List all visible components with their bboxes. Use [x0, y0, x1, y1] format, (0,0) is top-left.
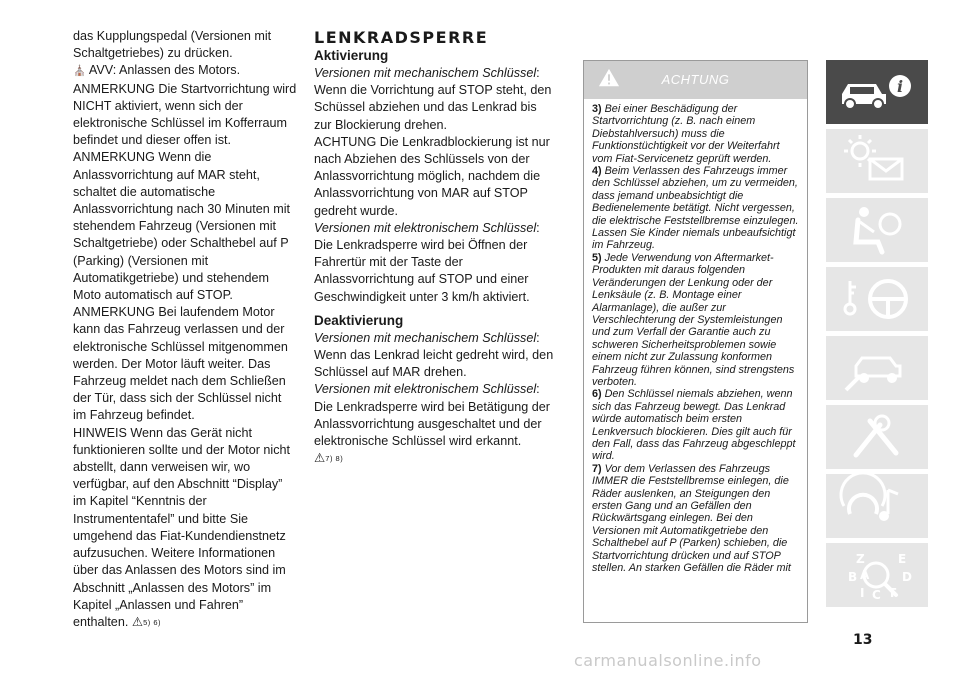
activation-heading: Aktivierung	[314, 48, 389, 63]
index-letter: D	[902, 570, 912, 584]
warning-item	[592, 388, 801, 462]
left-column	[73, 28, 298, 631]
warning-item-text: Den Schlüssel niemals abziehen, wenn sich das Fahrzeug bewegt. Das Lenkrad würde automatisch beim ersten Lenkversuch blockieren. Dies gilt auch für den Fall, dass das Fahrzeug abgeschleppt wird.	[592, 388, 796, 463]
car-info-icon	[826, 60, 928, 124]
index-letter: E	[898, 552, 907, 566]
key-steering-icon	[826, 267, 928, 331]
activation-mechanical: Versionen mit mechanischem Schlüssel: Wenn die Vorrichtung auf STOP steht, den Schüssel abziehen und das Lenkrad bis zur Blockierung drehen.	[314, 66, 552, 132]
index-letter: T	[888, 586, 897, 600]
svg-text:i: i	[896, 77, 904, 96]
multimedia-icon	[826, 474, 928, 538]
index-letter: A	[860, 568, 870, 582]
paragraph-note-mar: ANMERKUNG Wenn die Anlassvorrichtung auf MAR steht, schaltet die automatische Anlassvorrichtung nach 30 Minuten mit stehendem Fahrzeug (Versionen mit Schaltgetriebe) oder Schalthebel auf P (Parking) (Versionen mit Automatikgetriebe) und stehendem Moto automatisch auf STOP.	[73, 150, 291, 303]
index-letter: B	[848, 570, 858, 584]
deactivation-electronic: Versionen mit elektronischem Schlüssel: Die Lenkradsperre wird bei Betätigung der Anlassvorrichtung ausgeschaltet und der elektronische Schlüssel wird erkannt.	[314, 382, 550, 449]
tab-warning-lights[interactable]	[826, 129, 928, 193]
paragraph-hinweis: HINWEIS Wenn das Gerät nicht funktionieren sollte und der Motor nicht abstellt, dann verweisen wir, wo verfügbar, auf den Abschnitt “Display” im Kapitel “Kenntnis der Instrumententafel” und bitte Sie umgehend das Fiat-Kundendienstnetz aufzusuchen. Weitere Informationen über das Anlassen des Motors sind im Abschnitt „Anlassen des Motors” im Kapitel „Anlassen und Fahren” enthalten. ⚠5) 6)	[73, 425, 291, 629]
warning-item	[592, 103, 801, 165]
paragraph-note-engine-running: ANMERKUNG Bei laufendem Motor kann das Fahrzeug verlassen und der elektronische Schlüssel mitgenommen werden. Der Motor läuft weiter. Das Fahrzeug meldet nach dem Schließen der Tür, dass sich der Schlüssel nicht im Fahrzeug befindet.	[73, 305, 288, 423]
warning-title: ACHTUNG	[661, 72, 730, 87]
warning-item-number: 4)	[592, 165, 602, 178]
tools-icon	[826, 405, 928, 469]
tab-maintenance[interactable]	[826, 405, 928, 469]
footnote-refs: 5) 6)	[143, 617, 162, 627]
tab-index[interactable]	[826, 543, 928, 607]
warning-item	[592, 252, 801, 388]
page-number: 13	[853, 632, 873, 648]
warning-item	[592, 165, 801, 252]
warning-item-text: Jede Verwendung von Aftermarket-Produkten mit daraus folgenden Veränderungen der Lenkung oder der Lenksäule (z. B. Montage einer Alarmanlage), die außer zur Verschlechterung der Systemleistungen und zum Verfall der Garantie auch zu schweren Sicherheitsproblemen sowie einem nicht zur Zulassung konformen Fahrzeug führen können, sind strengstens verboten.	[592, 251, 795, 388]
warning-item-number: 7)	[592, 462, 602, 475]
chapter-tabs	[826, 60, 928, 612]
car-start-icon: ⛪	[73, 65, 87, 78]
index-letter: C	[872, 588, 881, 602]
airbag-seat-icon	[826, 198, 928, 262]
warning-header	[584, 61, 807, 99]
tab-multimedia[interactable]	[826, 474, 928, 538]
tab-safety[interactable]	[826, 198, 928, 262]
middle-footnotes: ⚠7) 8)	[314, 451, 344, 466]
index-letter: I	[860, 586, 865, 600]
warning-item-number: 6)	[592, 388, 602, 401]
index-letter: Z	[856, 552, 865, 566]
warning-item-text: Bei einer Beschädigung der Startvorrichtung (z. B. nach einem Diebstahlversuch) muss die Funktionstüchtigkeit vor der Weiterfahrt vom Fiat-Servicenetz geprüft werden.	[592, 103, 780, 165]
deactivation-mechanical: Versionen mit mechanischem Schlüssel: Wenn das Lenkrad leicht gedreht wird, den Schlüssel auf MAR drehen.	[314, 330, 554, 380]
deactivation-heading: Deaktivierung	[314, 312, 404, 328]
tab-car-info[interactable]	[826, 60, 928, 124]
activation-note: ACHTUNG Die Lenkradblockierung ist nur nach Abziehen des Schlüssels von der Anlassvorrichtung möglich, nachdem die Anlassvorrichtung von MAR auf STOP gedreht wurde.	[314, 134, 550, 218]
alphabet-index-icon	[826, 543, 928, 607]
warning-item-number: 5)	[592, 251, 602, 264]
warning-item	[592, 463, 801, 575]
tab-emergency[interactable]	[826, 336, 928, 400]
warning-box	[583, 60, 808, 623]
paragraph-clutch: das Kupplungspedal (Versionen mit Schaltgetriebes) zu drücken.	[73, 29, 272, 61]
middle-column	[314, 28, 554, 468]
warning-item-text: Vor dem Verlassen des Fahrzeugs IMMER die Feststellbremse einlegen, die Räder auslenken, an Steigungen den ersten Gang und an Gefällen den Rückwärtsgang einlegen. Bei den Versionen mit Automatikgetriebe den Schalthebel auf P (Parken) schieben, die Startvorrichtung drücken und auf STOP stellen. An starken Gefällen die Räder mit	[592, 462, 791, 575]
warning-lights-icon	[826, 129, 928, 193]
wrench-car-icon	[826, 336, 928, 400]
paragraph-note-trunk: ANMERKUNG Die Startvorrichtung wird NICHT aktiviert, wenn sich der elektronische Schlüssel im Kofferraum befindet und dieser offen ist.	[73, 81, 297, 148]
activation-electronic: Versionen mit elektronischem Schlüssel: Die Lenkradsperre wird bei Öffnen der Fahrertür mit der Taste der Anlassvorrichtung auf STOP und einer Geschwindigkeit unter 3 km/h aktiviert.	[314, 220, 540, 304]
watermark: carmanualsonline.info	[574, 651, 762, 670]
warning-body	[584, 99, 807, 574]
paragraph-avv: ⛪ AVV: Anlassen des Motors.	[73, 63, 241, 78]
warning-item-text: Beim Verlassen des Fahrzeugs immer den Schlüssel abziehen, um zu vermeiden, dass jemand unbeabsichtigt die Bedienelemente betätigt. Nicht vergessen, die elektrische Feststellbremse einzulegen. Lassen Sie Kinder niemals unbeaufsichtigt im Fahrzeug.	[592, 165, 799, 252]
warning-item-number: 3)	[592, 103, 602, 115]
warning-triangle-icon: ⚠	[314, 451, 326, 466]
section-title: LENKRADSPERRE	[314, 28, 489, 47]
tab-starting-driving[interactable]	[826, 267, 928, 331]
warning-triangle-icon: ⚠	[131, 614, 144, 629]
